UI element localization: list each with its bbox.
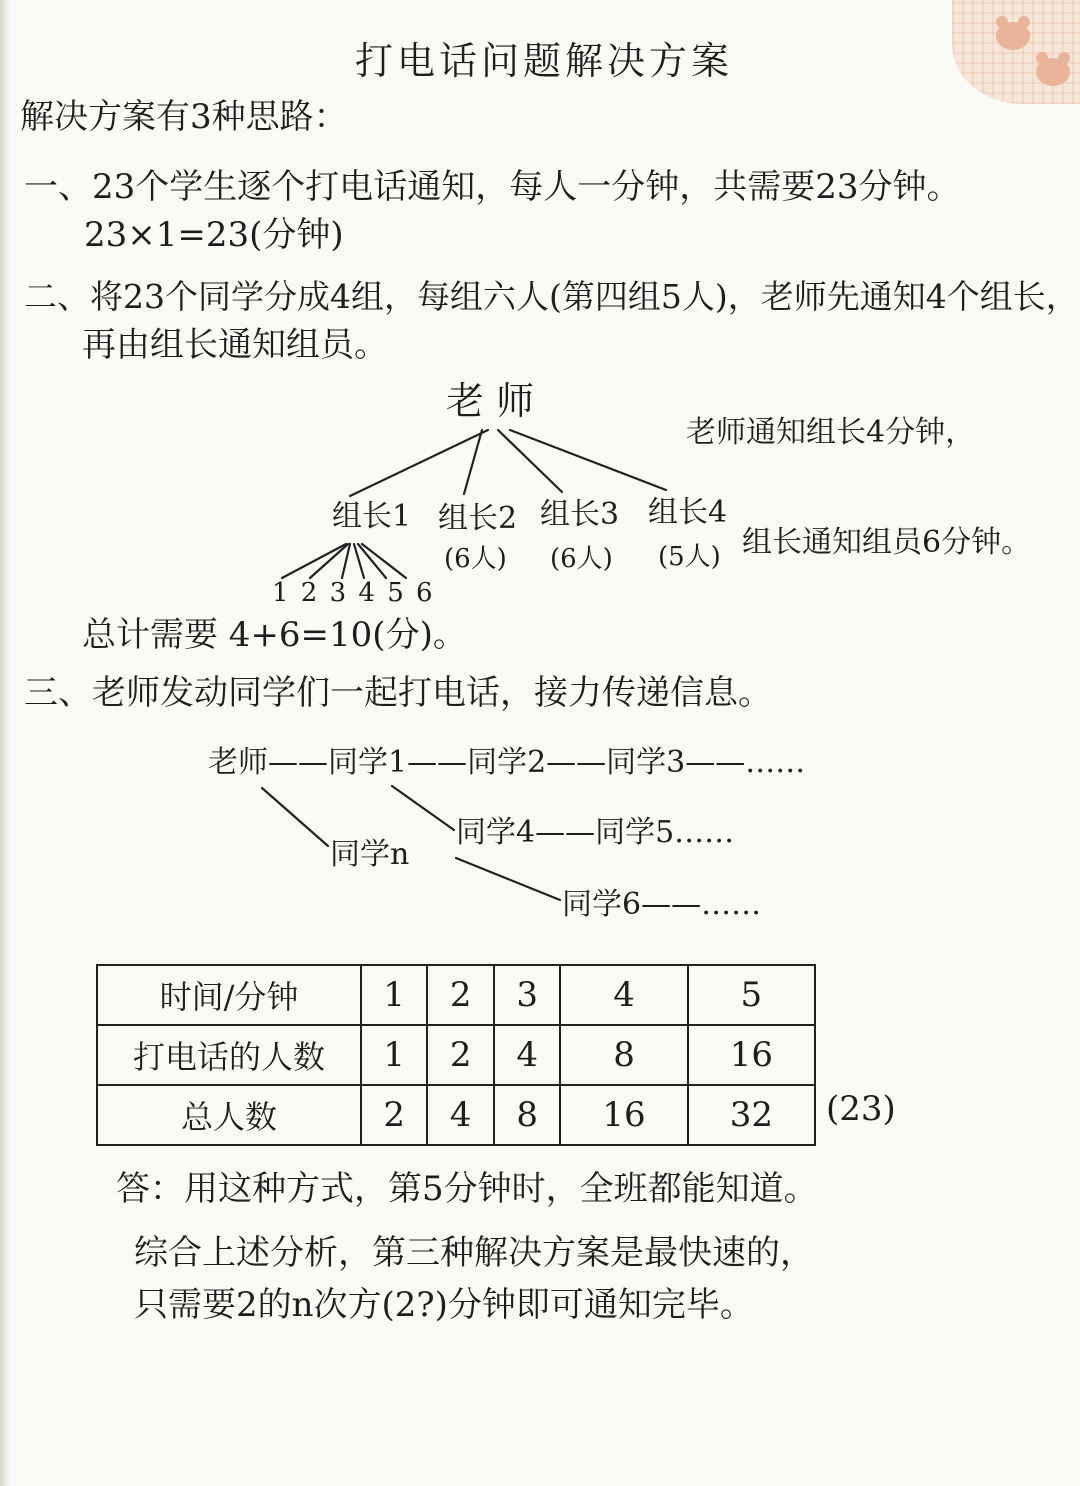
plan2-line2: 再由组长通知组员。: [82, 325, 388, 365]
plan1-text: 一、23个学生逐个打电话通知，每人一分钟，共需要23分钟。: [24, 167, 961, 207]
plan2-total: 总计需要 4+6=10(分)。: [82, 615, 467, 655]
table-cell: 1: [361, 965, 427, 1025]
row-header-time: 时间/分钟: [97, 965, 361, 1025]
group-members: 1 2 3 4 5 6: [272, 578, 435, 608]
note-leader-minutes: 组长通知组员6分钟。: [742, 525, 1032, 560]
table-cell: 16: [560, 1085, 687, 1145]
leader-2: 组长2: [438, 501, 518, 536]
table-cell: 3: [494, 965, 560, 1025]
leader-3-size: (6人): [550, 544, 613, 574]
plan2-line1: 二、将23个同学分成4组，每组六人(第四组5人)，老师先通知4个组长，: [24, 277, 1079, 316]
table-cell: 4: [427, 1085, 493, 1145]
intro-text: 解决方案有3种思路：: [20, 97, 348, 137]
table-cell: 5: [688, 965, 815, 1025]
page-title: 打电话问题解决方案: [355, 39, 734, 83]
table-cell: 2: [427, 965, 493, 1025]
table-side-note: (23): [826, 1089, 896, 1129]
table-cell: 4: [494, 1025, 560, 1085]
table-cell: 2: [427, 1025, 493, 1085]
relay-node-6: 同学6——……: [562, 887, 762, 922]
relay-chain-main: 老师——同学1——同学2——同学3——……: [208, 745, 806, 780]
table-cell: 2: [361, 1085, 427, 1145]
plan1-formula: 23×1=23(分钟): [84, 215, 344, 255]
table-cell: 1: [361, 1025, 427, 1085]
table-cell: 8: [494, 1085, 560, 1145]
table-cell: 8: [560, 1025, 687, 1085]
leader-2-size: (6人): [444, 544, 507, 574]
relay-node-4: 同学4——同学5……: [456, 815, 735, 850]
table-cell: 4: [560, 965, 687, 1025]
table-row: [97, 1025, 815, 1085]
row-header-total: 总人数: [97, 1085, 361, 1145]
answer-text: 答：用这种方式，第5分钟时，全班都能知道。: [116, 1169, 818, 1209]
table-cell: 16: [688, 1025, 815, 1085]
leader-3: 组长3: [540, 497, 620, 532]
table-row: [97, 1085, 815, 1145]
conclusion-line1: 综合上述分析，第三种解决方案是最快速的，: [134, 1233, 814, 1273]
table-cell: 32: [688, 1085, 815, 1145]
row-header-callers: 打电话的人数: [97, 1025, 361, 1085]
conclusion-line2: 只需要2的n次方(2?)分钟即可通知完毕。: [134, 1285, 754, 1325]
leader-4-size: (5人): [658, 542, 721, 572]
tree-teacher: 老 师: [446, 379, 535, 423]
note-teacher-minutes: 老师通知组长4分钟，: [686, 415, 976, 450]
table-row: [97, 965, 815, 1025]
leader-4: 组长4: [648, 495, 728, 530]
calling-table: [96, 964, 816, 1146]
leader-1: 组长1: [332, 499, 412, 534]
relay-node-n: 同学n: [330, 837, 410, 872]
plan3-text: 三、老师发动同学们一起打电话，接力传递信息。: [24, 673, 772, 713]
